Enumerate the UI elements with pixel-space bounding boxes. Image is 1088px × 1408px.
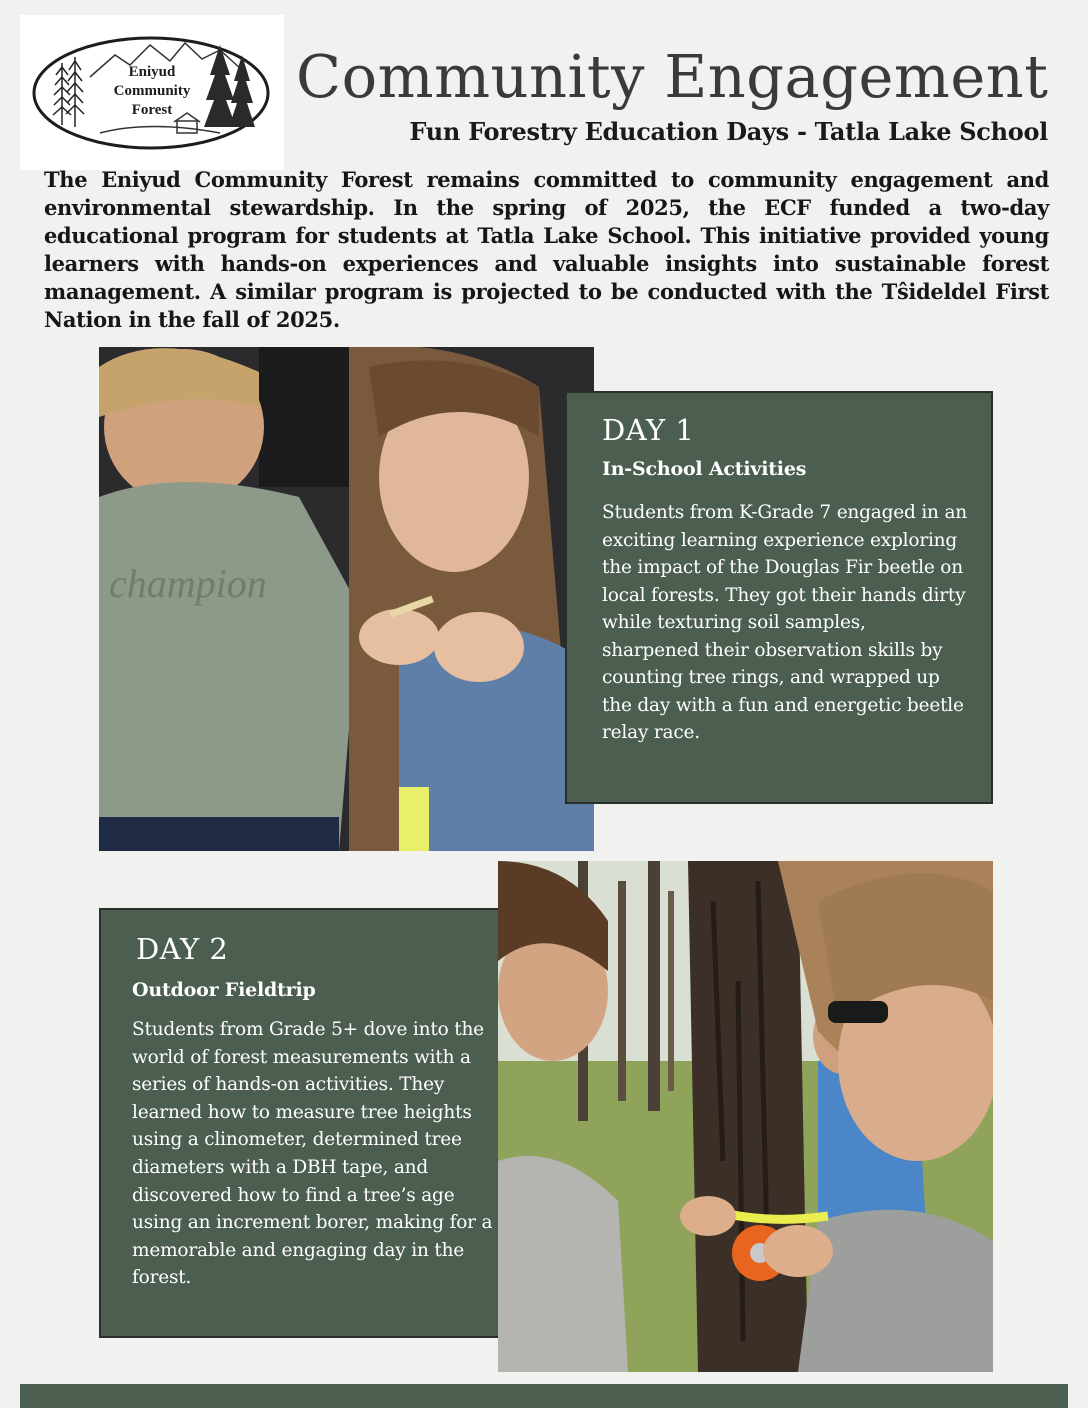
footer-bar [20,1384,1068,1408]
day-2-heading: Outdoor Fieldtrip [132,979,316,1001]
day-2-label: DAY 2 [136,932,229,966]
students-tree-core-photo [99,347,594,851]
students-dbh-tape-photo [498,861,993,1372]
day-2-card [99,908,528,1338]
page-subtitle: Fun Forestry Education Days - Tatla Lake School [409,117,1048,146]
community-forest-logo [20,15,284,170]
page-title: Community Engagement [296,42,1049,111]
day-1-description: Students from K-Grade 7 engaged in an exciting learning experience exploring the impact of the Douglas Fir beetle on local forests. They got their hands dirty while texturing soil samples, sharpened their observation skills by counting tree rings, and wrapped up the day with a fun and energetic beetle relay race. [602,502,967,743]
logo-line-3: Forest [131,102,173,118]
svg-text:champion: champion [109,561,267,606]
day-2-description: Students from Grade 5+ dove into the world of forest measurements with a series of hands-on activities. They learned how to measure tree heights using a clinometer, determined tree diameters with a DBH tape, and discovered how to find a tree’s age using an increment borer, making for a memorable and engaging day in the forest. [132,1019,493,1289]
logo-wordmark [98,63,206,120]
day-1-label: DAY 1 [602,413,695,447]
logo-line-2: Community [113,83,191,99]
day-1-card [565,391,993,804]
day-1-heading: In-School Activities [602,458,807,480]
intro-paragraph: The Eniyud Community Forest remains committed to community engagement and environmental stewardship. In the spring of 2025, the ECF funded a two-day educational program for students at Tatla Lake School. This initiative provided young learners with hands-on experiences and valuable insights into sustainable forest management. A similar program is projected to be conducted with the Tŝideldel First Nation in the fall of 2025. [44,167,1049,332]
logo-line-1: Eniyud [128,64,176,80]
